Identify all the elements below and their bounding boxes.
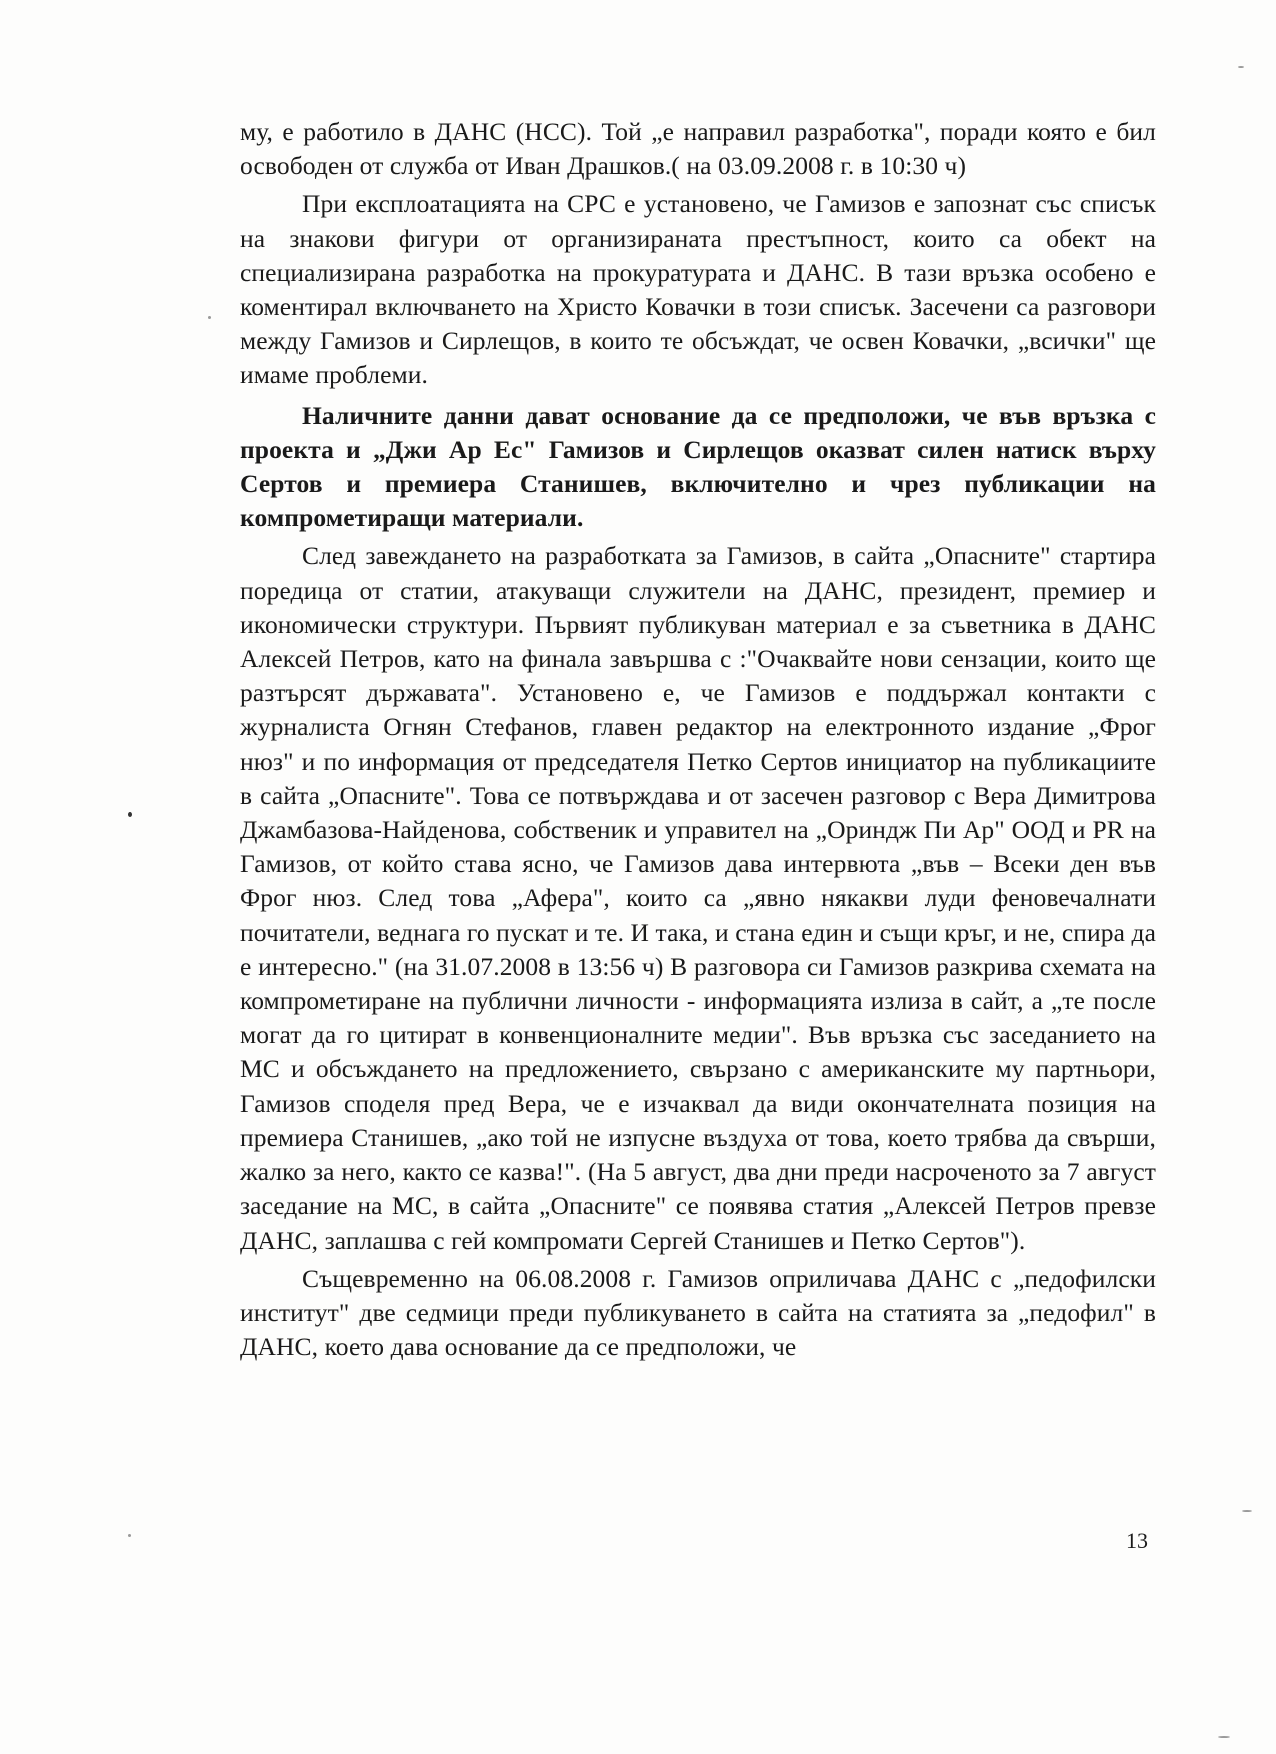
paragraph-meanwhile: Същевременно на 06.08.2008 г. Гамизов оприличава ДАНС с „педофилски институт" две седмици преди публикуването в сайта на статията за „педофил" в ДАНС, което дава основание да се предположи, че — [240, 1263, 1156, 1362]
paragraph-continuation: му, е работило в ДАНС (НСС). Той „е направил разработка", поради която е бил освободен от служба от Иван Драшков.( на 03.09.2008 г. в 10:30 ч) — [240, 117, 1156, 181]
scan-speck — [128, 812, 132, 817]
scan-speck — [208, 316, 211, 319]
scan-speck — [1218, 1736, 1230, 1738]
paragraph-opasnite-articles: След завеждането на разработката за Гамизов, в сайта „Опасните" стартира поредица от статии, атакуващи служители на ДАНС, президент, премиер и икономически структури. Първият публикуван материал е за съветника в ДАНС Алексей Петров, като на финала завършва с :"Очаквайте нови сензации, които ще разтърсят държавата". Установено е, че Гамизов е поддържал контакти с журналиста Огнян Стефанов, главен редактор на електронното издание „Фрог нюз" и по информация от председателя Петко Сертов инициатор на публикациите в сайта „Опасните". Това се потвърждава и от засечен разговор с Вера Димитрова Джамбазова-Найденова, собственик и управител на „Ориндж Пи Ар" ООД и PR на Гамизов, от който става ясно, че Гамизов дава интервюта „във – Всеки ден във Фрог нюз. След това „Афера", които са „явно някакви луди феновечалнати почитатели, веднага го пускат и те. И така, и стана един и същи кръг, и не, спира да е интересно." (на 31.07.2008 в 13:56 ч) В разговора си Гамизов разкрива схемата на компрометиране на публични личности - информацията излиза в сайт, а „те после могат да го цитират в конвенционалните медии". Във връзка със заседанието на МС и обсъждането на предложението, свързано с американските му партньори, Гамизов споделя пред Вера, че е изчаквал да види окончателната позиция на премиера Станишев, „ако той не изпусне въздуха от това, което трябва да свърши, жалко за него, както се казва!". (На 5 август, два дни преди насроченото за 7 август заседание на МС, в сайта „Опасните" се появява статия „Алексей Петров превзе ДАНС, заплашва с гей компромати Сергей Станишев и Петко Сертов"). — [240, 541, 1156, 1255]
paragraph-srs-exploitation: При експлоатацията на СРС е установено, че Гамизов е запознат със списък на знакови фигури от организираната престъпност, които са обект на специализирана разработка на прокуратурата и ДАНС. В тази връзка особено е коментирал включването на Христо Ковачки в този списък. Засечени са разговори между Гамизов и Сирлещов, в които те обсъждат, че освен Ковачки, „всички" ще имаме проблеми. — [240, 189, 1156, 390]
scan-speck — [1242, 1510, 1252, 1512]
scan-speck — [1238, 66, 1244, 68]
scan-speck — [128, 1534, 131, 1537]
paragraph-conclusion-bold: Наличните данни дават основание да се предположи, че във връзка с проекта и „Джи Ар Ес" Гамизов и Сирлещов оказват силен натиск върху Сертов и премиера Станишев, включително и чрез публикации на компрометиращи материали. — [240, 400, 1156, 533]
body-text — [240, 115, 1156, 1364]
page-number: 13 — [1126, 1528, 1148, 1553]
